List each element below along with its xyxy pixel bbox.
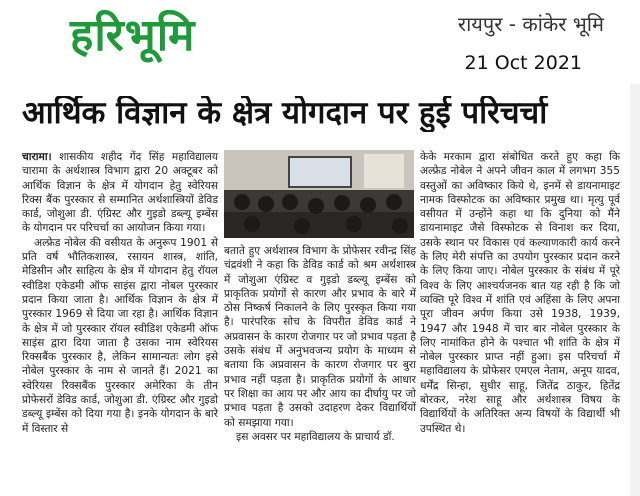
newspaper-logo: हरिभूमि [70,10,196,61]
paragraph: चारामा। शासकीय शहीद गेंद सिंह महाविद्यालय चारामा के अर्थशास्त्र विभाग द्वारा 20 अक्टूबर को आर्थिक विज्ञान के क्षेत्र में योगदान हेतु स्वेरियस रिक्स बैंक पुरस्कार से सम्मानित अर्थशास्त्रियों डेविड कार्ड, जोशुआ डी. एंग्रिस्ट और गुइडो डब्ल्यू इम्बेंस के योगदान पर परिचर्चा का आयोजन किया गया। [22,151,218,235]
adjacent-page-edge [630,84,640,496]
edition-name: रायपुर - कांकेर भूमि [457,12,604,36]
paragraph: बताते हुए अर्थशास्त्र विभाग के प्रोफेसर रवीन्द्र सिंह चंद्रवंशी ने कहा कि डेविड कार्ड को श्रम अर्थशास्त्र में जोशुआ एंग्रिस्ट व गुइडो डब्ल्यू इम्बेंस को प्राकृतिक प्रयोगों से कारण और प्रभाव के बारे में ठोस निष्कर्ष निकालने के लिए पुरस्कृत किया गया है। पारंपरिक सोच के विपरीत डेविड कार्ड ने अप्रवासन के कारण रोजगार पर जो प्रभाव पड़ता है उसके संबंध में अनुभवजन्य प्रयोग के माध्यम से बताया कि अप्रवासन के कारण रोजगार पर बुरा प्रभाव नहीं पड़ता है। प्राकृतिक प्रयोगों के आधार पर शिक्षा का आय पर और आय का दीर्घायु पर जो प्रभाव पड़ता है उसको उदाहरण देकर विद्यार्थियों को समझाया गया। [224,245,416,429]
article-column-1 [22,150,218,436]
article-column-3 [420,150,620,436]
event-photo [224,150,414,238]
paragraph: अल्फ्रेड नोबेल की वसीयत के अनुरूप 1901 से प्रति वर्ष भौतिकशास्त्र, रसायन शास्त्र, शांति, मेडिसीन और साहित्य के क्षेत्र में योगदान हेतु रॉयल स्वीडिश एकेडमी ऑफ साइंस द्वारा नोबल पुरस्कार प्रदान किया जाता है। आर्थिक विज्ञान के क्षेत्र में पुरस्कार 1969 से दिया जा रहा है। आर्थिक विज्ञान के क्षेत्र में जो पुरस्कार रॉयल स्वीडिश एकेडमी ऑफ साइंस द्वारा दिया जाता है उसका नाम स्वेरियस रिक्सबैंक पुरस्कार है, लेकिन सामान्यतः लोग इसे नोबेल पुरस्कार के नाम से जानते हैं। 2021 का स्वेरियस रिक्सबैंक पुरस्कार अमेरिका के तीन प्रोफेसरों डेविड कार्ड, जोशुआ डी. एंग्रिस्ट और गुइडो डब्ल्यू इम्बेंस को दिया गया है। इनके योगदान के बारे में विस्तार से [22,236,218,435]
article-column-2 [224,244,416,444]
projector-screen [288,156,352,188]
paragraph: केके मरकाम द्वारा संबोधित करते हुए कहा कि अल्फ्रेड नोबेल ने अपने जीवन काल में लगभग 355 वस्तुओं का अविष्कार किये थे, इनमें से डायनामाइट नामक विस्फोटक का अविष्कार प्रमुख था। मृत्यु पूर्व वसीयत में उन्होंने कहा था कि दुनिया को मैंने डायनामाइट जैसे विस्फोटक से विनाश कर दिया, उसके स्थान पर विकास एवं कल्याणकारी कार्य करने के लिए मेरी संपत्ति का उपयोग पुरस्कार प्रदान करने के लिए किया जाए। नोबेल पुरस्कार के संबंध में पूरे विश्व के लिए आश्चर्यजनक बात यह रही है कि जो व्यक्ति पूरे विश्व में शांति एवं अहिंसा के लिए अपना पूरा जीवन अर्पण किया उसे 1938, 1939, 1947 और 1948 में चार बार नोबेल पुरस्कार के लिए नामांकित होने के पश्चात भी शांति के क्षेत्र में नोबेल पुरस्कार प्राप्त नहीं हुआ। इस परिचर्चा में महाविद्यालय के प्रोफेसर एमएल नेताम, अनूप यादव, धर्मेंद्र सिन्हा, सुधीर साहू, जितेंद्र ठाकुर, हितेंद्र बोरकर, नरेश साहू और अर्थशास्त्र विषय के विद्यार्थियों के अतिरिक्त अन्य विषयों के विद्यार्थी भी उपस्थित थे। [420,151,620,435]
dateline: चारामा। [22,151,52,163]
article-headline: आर्थिक विज्ञान के क्षेत्र योगदान पर हुई परिचर्चा [22,96,548,131]
publication-date: 21 Oct 2021 [464,52,582,74]
paragraph: इस अवसर पर महाविद्यालय के प्राचार्य डॉ. [236,430,395,443]
masthead [0,0,640,82]
